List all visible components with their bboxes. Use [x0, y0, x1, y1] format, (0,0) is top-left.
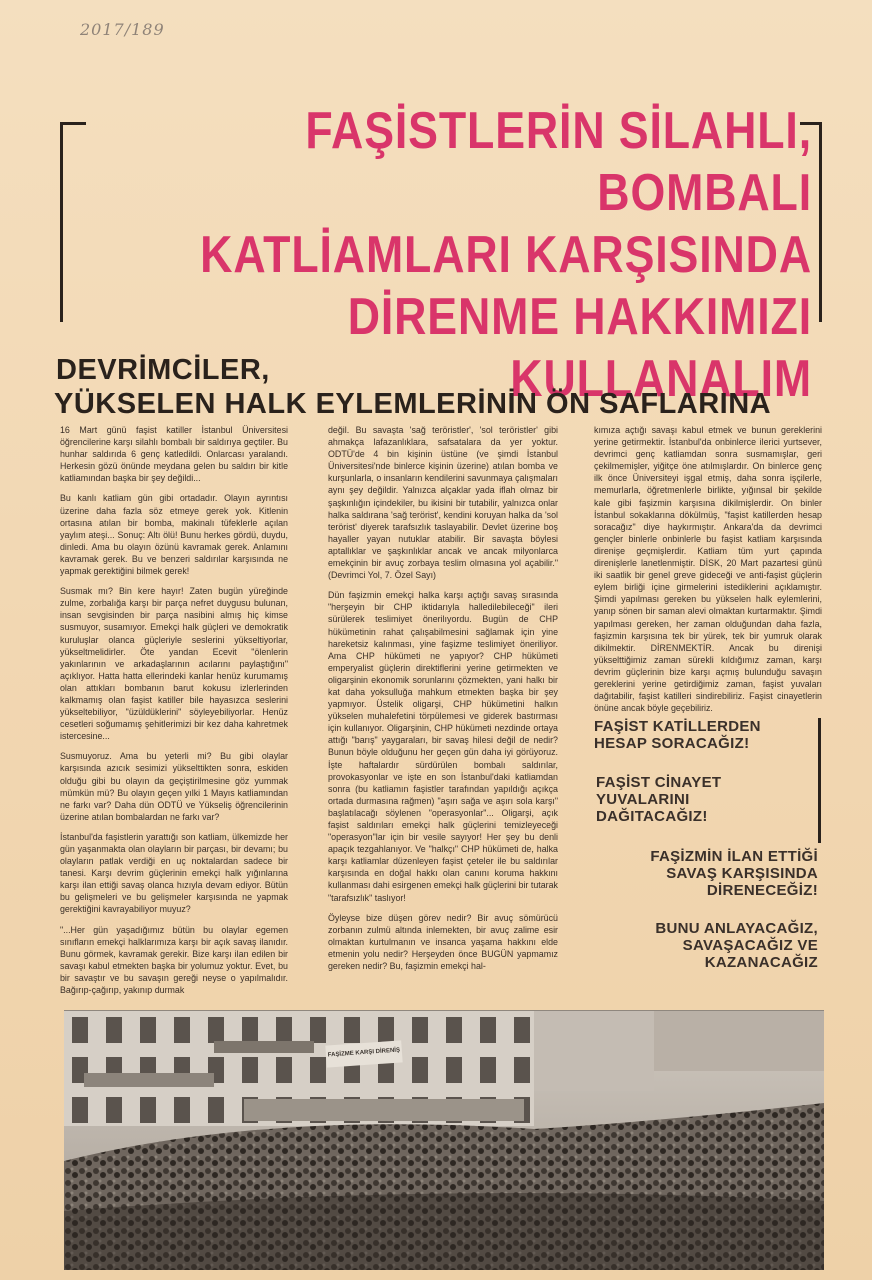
paragraph: Susmak mı? Bin kere hayır! Zaten bugün yüreğinde zulme, zorbalığa karşı bir parça nefret duygusu bulunan, insan sevgisinden bir parça nasibini almış hiç kimse susmuyor, susamıyor. Emekçi halk güçleri ve demokratik kuruluşlar olanca güçleriyle seslerini yükseltiyorlar, yükseltmelidirler. Öte yandan Ecevit "ölenlerin yakınlarının ve arkadaşlarının acılarını paylaştığını" açıklıyor. Hatta hatta ellerindeki kanlar henüz kurumamış olan attıkları bombanın barut kokusu izlerlerinden kalkmamış olan faşist katiller bile hayasızca seslerini yükseltebiliyor, "üzüldüklerini" söyleyebiliyorlar. Henüz cesetleri soğumamış şehitlerimizi bir kez daha kahretmek istercesine... [60, 586, 288, 742]
slogan-line: FAŞİST CİNAYET [596, 774, 722, 791]
crowd-photo-illustration [64, 1011, 824, 1270]
archive-handwritten-mark: 2017/189 [80, 20, 165, 39]
paragraph: Bu kanlı katliam gün gibi ortadadır. Olayın ayrıntısı üzerine daha fazla söz etmeye gerek yok. Kitlenin ortasına atılan bir bomba, makinalı tüfeklerle açılan yaylım ateşi... Sonuç: Altı ölü! Bunu herkes gördü, duydu, dinledi. Ama bu olayın özünü kavramak gerek. Anlamını kavramak gerek. Bu ve benzeri saldırılar karşısında ne yapmak gerektiğini bilmek gerek! [60, 493, 288, 577]
paragraph: Dün faşizmin emekçi halka karşı açtığı savaş sırasında "herşeyin bir CHP iktidarıyla halledilebileceği" ileri sürülerek teslimiyet önerilıyordu. Bugün de CHP hükümetinin rahat çalışabilmesini sağlamak için yine hareketsiz kalınması, yine faşizme teslimiyet öneriliyor. Ama CHP hükümeti ne yapıyor? CHP hükümeti emperyalist güçlerin direktiflerini yerine getirmekten ve oligarşinin ekonomik sorunlarını çözmekten, yani halkı bir kat daha yoksulluğa mahkum etmekten başka bir şey yapmıyor. Üstelik oligarşi, CHP hükümetini halkın yükselen muhalefetini törpülemesi ve giderek bastırması için kullanıyor. Oligarşinin, CHP hükümeti nezdinde ortaya attığı "barış" yaygaraları, bir savaş hilesi değil de nedir? Bunun böyle olduğunu her geçen gün daha iyi görüyoruz. İşte haftalardır sürdürülen bombalı saldırılar, provokasyonlar ve işte en son İstanbul'daki katliamdan sonra (bu katliamın faşistler tarafından yapıldığı açıkça ortada durmasına rağmen) "aşırı sağa ve aşırı sola karşı" başlatılacağı söylenen "operasyonlar"... Oligarşi, açık faşist saldırıları emekçi halk güçlerini temizleyeceği "operasyon"lar için bir vesile sayıyor! Her şey bu denli apaçık tezgahlanıyor. Ve "halkçı" CHP hükümeti de, halka karşı katliamlar düzenleyen faşist çeteler ile bu saldırılar karşısında en doğal hakkı olan canını koruma hakkını kullanması dahi esirgenen emekçi halk güçlerini bir tutarak "tarafsızlık" taslıyor! [328, 590, 558, 903]
paragraph: 16 Mart günü faşist katiller İstanbul Üniversitesi öğrencilerine karşı silahlı bombalı bir saldırıya geçtiler. Bu hunhar saldırıda 6 genç katledildi. Onlarcası yaralandı. Herkesin gözü önünde meydana gelen bu saldırı bir kitle katliamından başka bir şey değildi... [60, 425, 288, 484]
article-column-3 [594, 424, 822, 722]
slogan-line: DAĞITACAĞIZ! [596, 808, 708, 825]
headline-line-2: KATLİAMLARI KARŞISINDA [200, 226, 812, 284]
slogan-line: SAVAŞ KARŞISINDA [666, 865, 818, 882]
paragraph: değil. Bu savaşta 'sağ teröristler', 'sol teröristler' gibi ahmakça lafazanlıklara, safsatalara da yer yoktur. ODTÜ'de 4 bin kişinin üstüne (ve şimdi İstanbul Üniversitesi'nde binlerce kişinin üzerine) atılan bomba ve kurşunlarla, o insanların kendilerini savunmaya çalışmaları aynı şey değildir. Yalnızca alçaklar yada iflah olmaz bir şaşkınlığın içindekiler, bu ikisini bir tutabilir, yalnızca onlar halka saldırana 'sağ terörist', kendini koruyan halka da 'sol terörist' diyerek tarafsızlık taslayabilir. Devlet üzerine boş hayaller yayan nutuklar atabilir. Bir savaşta böylesi aptallıklar ve şaşkınlıklar ancak ve ancak milyonlarca emekçinin bir avuç zorbaya teslim olmasına yol açabilir." (Devrimci Yol, 7. Özel Sayı) [328, 425, 558, 581]
slogan-3 [650, 848, 818, 899]
slogan-rule [818, 718, 821, 843]
headline-line-4: KULLANALIM [510, 350, 812, 408]
slogan-line: YUVALARINI [596, 791, 690, 808]
paragraph: Susmuyoruz. Ama bu yeterli mi? Bu gibi olaylar karşısında azıcık sesimizi yükselttikten sonra, eskiden olduğu gibi bu olayın da geçiştirilmesine göz yummak mümkün mü? Bu olayın geçen yılki 1 Mayıs katliamından ne farkı var? Daha dün ODTÜ ve Yükseliş öğrencilerinin üzerine atılan bombalardan ne farkı var? [60, 751, 288, 822]
slogan-line: KAZANACAĞIZ [704, 954, 818, 971]
subheadline-line-2: YÜKSELEN HALK EYLEMLERİNİN ÖN SAFLARINA [54, 388, 772, 420]
slogan-line: DİRENECEĞİZ! [706, 882, 818, 899]
headline-line-3: DİRENME HAKKIMIZI [347, 288, 812, 346]
paragraph: kımıza açtığı savaşı kabul etmek ve bunun gereklerini yerine getirmektir. İstanbul'da onbinlerce ilerici yurtsever, devrimci genç katliamdan sonra susmamışlar, geri çekilmemişler, yiğitçe öne atılmışlardır. On binlerce genç ilk önce Üniversiteyi işgal etmiş, daha sonra işçilerle, memurlarla, öğretmenlerle birlikte, yığınsal bir şekilde kale gibi faşizmin karşısına dikilmişlerdir. On binler İstanbul sokaklarına dökülmüş, "faşist katillerden hesap soracağız" diye haykırmıştır. Ankara'da da devrimci gençler binlerle onbinlerle bu faşist katliam karşısında direnişe geçmişlerdir. Katliam tüm yurt çapında direnişlerle lanetlenmiştir. DİSK, 20 Mart pazartesi günü iki saatlik bir genel greve gideceği ve anti-faşist güçlerin eylem birliği içine girmelerini istediklerini açıklamıştır. Şimdi yapılması gereken bu yükselen halk eylemlerini, yanıp sönen bir saman alevi olmaktan kurtarmaktır. Şimdi yapılması gereken, her zaman olduğundan daha fazla, faşizmin karşısına tek bir yürek, tek bir yumruk olarak dikilmektir. DİRENMEKTİR. Ancak bu direnişi yükselttiğimiz zaman sürekli kıldığımız zaman, karşı devrim güçlerinin bize karşı açmış bulunduğu savaşın gereklerini yerine getirdiğimiz zaman, faşist yuvaları dağıtabilir, faşist katilleri sindirebiliriz. Faşist cinayetlerin önüne ancak böyle geçebiliriz. [594, 425, 822, 714]
slogan-line: SAVAŞACAĞIZ VE [682, 937, 818, 954]
slogan-2 [596, 774, 721, 825]
article-column-2 [328, 424, 558, 980]
slogan-line: FAŞİST KATİLLERDEN [594, 718, 761, 735]
slogan-line: HESAP SORACAĞIZ! [594, 735, 750, 752]
paragraph: İstanbul'da faşistlerin yarattığı son katliam, ülkemizde her gün yaşanmakta olan olayların bir parçası, bir devamı; bu olayların patlak verdiği en uç noktalardan sadece bir tanesi. Karşı devrim güçlerinin emekçi halk yığınlarına karşı ilan ettiği savaş olanca hızıyla devam ediyor. Bütün bu gelişmeleri ve bu gelişmeler karşısında ne yapmak gerektiğini kavrayabiliyor muyuz? [60, 831, 288, 915]
subheadline-line-1: DEVRİMCİLER, [56, 354, 270, 386]
subheadline [50, 353, 830, 421]
headline-line-1: FAŞİSTLERİN SİLAHLI, BOMBALI [305, 102, 812, 222]
slogan-1 [594, 718, 761, 752]
photo-banner: FAŞİZME KARŞI DİRENİŞ [325, 1040, 402, 1067]
slogan-line: FAŞİZMİN İLAN ETTİĞİ [650, 848, 818, 865]
slogan-line: BUNU ANLAYACAĞIZ, [655, 920, 818, 937]
article-column-1 [60, 424, 288, 1004]
slogan-4 [655, 920, 818, 971]
paragraph: "...Her gün yaşadığımız bütün bu olaylar egemen sınıfların emekçi halklarımıza karşı bir açık savaş ilanıdır. Bunu görmek, kavramak gerekir. Bize karşı ilan edilen bir savaşı kabul etmekten başka bir yolumuz yoktur. Evet, bu bir savaştır ve bu savaşın gereği neyse o yapılmalıdır. Bağırıp-çağırıp, yakınıp durmak [60, 924, 288, 996]
paragraph: Öyleyse bize düşen görev nedir? Bir avuç sömürücü zorbanın zulmü altında inlemekten, bir avuç zalime esir olmaktan kurtulmanın ve insanca yaşama hakkını elde etmenin yolu nedir? Herşeyden önce BUGÜN yapmamız gereken nedir? Bu, faşizmin emekçi hal- [328, 912, 558, 972]
headline-bracket-left [60, 122, 86, 322]
crowd-photo [64, 1010, 824, 1270]
